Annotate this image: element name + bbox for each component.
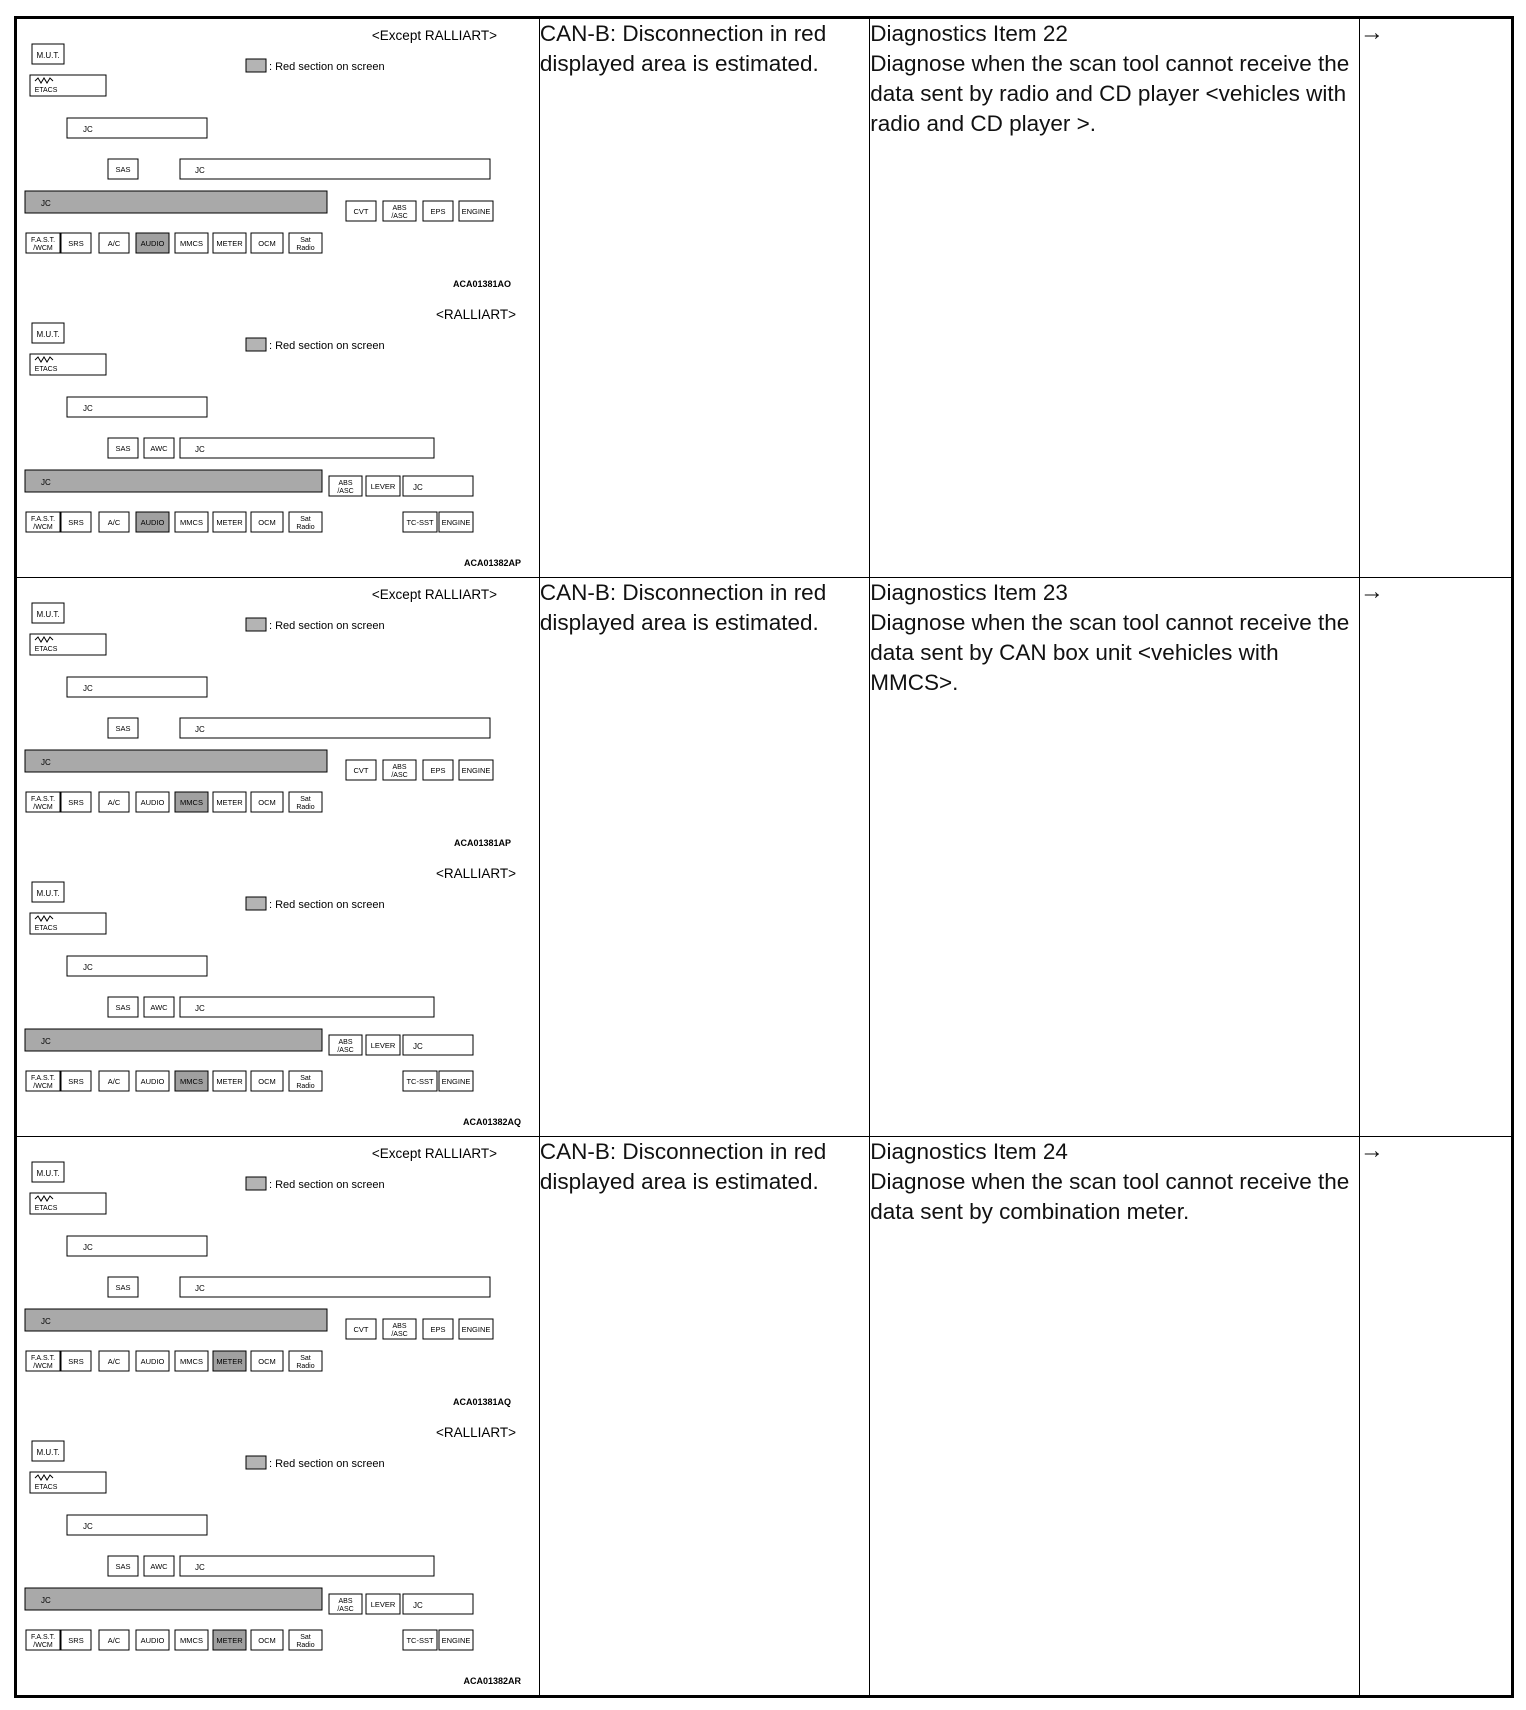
jc-module-engine-label: ENGINE xyxy=(441,518,471,527)
legend-text: : Red section on screen xyxy=(269,61,385,73)
legend-swatch xyxy=(246,897,266,910)
diagram-figure xyxy=(17,19,535,298)
bus-module-ocm-label: OCM xyxy=(258,798,276,807)
bus-module-ocm-label: OCM xyxy=(258,239,276,248)
sas-box-label: SAS xyxy=(115,165,131,174)
jc-module-tcsst-label: TC-SST xyxy=(406,1636,434,1645)
figure-code: ACA01382AQ xyxy=(462,1117,521,1127)
diagram-figure xyxy=(17,857,535,1136)
reference-arrow[interactable]: → xyxy=(1359,578,1512,1137)
svg-text:Sat: Sat xyxy=(300,1634,311,1641)
bus-module-mmcs-label: MMCS xyxy=(180,1636,203,1645)
legend-swatch xyxy=(246,1177,266,1190)
svg-text:/WCM: /WCM xyxy=(33,245,53,252)
variant-title: <Except RALLIART> xyxy=(371,1146,497,1161)
lower-jc-box xyxy=(180,718,490,738)
sas-box-label: SAS xyxy=(115,724,131,733)
jc-label: JC xyxy=(413,1042,423,1051)
bus-module-ocm-label: OCM xyxy=(258,1357,276,1366)
jc-label: JC xyxy=(195,1563,205,1572)
right-module-eps-label: EPS xyxy=(430,766,446,775)
bus-module-mmcs-label: MMCS xyxy=(180,518,203,527)
variant-title: <Except RALLIART> xyxy=(371,28,497,43)
sas-box-label: SAS xyxy=(115,1283,131,1292)
lower-jc-box xyxy=(180,438,434,458)
bus-module-mmcs-label: MMCS xyxy=(180,1357,203,1366)
jc-module-tcsst-label: TC-SST xyxy=(406,518,434,527)
svg-text:Radio: Radio xyxy=(296,1363,315,1370)
mut-label: M.U.T. xyxy=(36,610,60,619)
svg-text:/ASC: /ASC xyxy=(391,1331,408,1338)
svg-text:/ASC: /ASC xyxy=(391,213,408,220)
bus-module-ac-label: A/C xyxy=(107,1636,121,1645)
symptom-description: CAN-B: Disconnection in red displayed area is estimated. xyxy=(539,1137,869,1697)
svg-text:/WCM: /WCM xyxy=(33,1083,53,1090)
bus-module-srs-label: SRS xyxy=(68,1077,84,1086)
bus-module-meter-label: METER xyxy=(216,1636,243,1645)
mut-label: M.U.T. xyxy=(36,889,60,898)
jc-label: JC xyxy=(195,445,205,454)
right-module-lever-label: LEVER xyxy=(370,1041,396,1050)
jc-label: JC xyxy=(83,125,93,134)
etacs-label: ETACS xyxy=(34,1484,58,1491)
awc-box-label: AWC xyxy=(150,444,168,453)
jc-label: JC xyxy=(195,1284,205,1293)
right-module-lever-label: LEVER xyxy=(370,482,396,491)
jc-label: JC xyxy=(83,404,93,413)
jc-label: JC xyxy=(41,1037,51,1046)
jc-label: JC xyxy=(41,1317,51,1326)
diagnostics-item xyxy=(870,578,1360,1137)
bus-module-audio-label: AUDIO xyxy=(140,798,165,807)
right-module-eps-label: EPS xyxy=(430,207,446,216)
can-network-diagram xyxy=(17,578,535,857)
svg-text:/ASC: /ASC xyxy=(337,1606,354,1613)
svg-text:Radio: Radio xyxy=(296,804,315,811)
diagram-figure xyxy=(17,578,535,857)
jc-module-engine-label: ENGINE xyxy=(441,1077,471,1086)
svg-text:/WCM: /WCM xyxy=(33,804,53,811)
legend-swatch xyxy=(246,338,266,351)
svg-text:ABS: ABS xyxy=(392,205,407,212)
diagram-figure xyxy=(17,298,535,577)
bus-module-ocm-label: OCM xyxy=(258,1636,276,1645)
etacs-label: ETACS xyxy=(34,87,58,94)
diagram-cell xyxy=(16,578,540,1137)
lower-jc-box xyxy=(180,1277,490,1297)
svg-text:/WCM: /WCM xyxy=(33,1363,53,1370)
svg-text:Sat: Sat xyxy=(300,516,311,523)
bus-module-meter-label: METER xyxy=(216,239,243,248)
bus-module-srs-label: SRS xyxy=(68,239,84,248)
can-network-diagram xyxy=(17,1137,535,1416)
variant-title: <RALLIART> xyxy=(435,307,516,322)
figure-code: ACA01382AP xyxy=(463,558,521,568)
bus-module-audio-label: AUDIO xyxy=(140,1636,165,1645)
bus-module-meter-label: METER xyxy=(216,1077,243,1086)
right-module-cvt-label: CVT xyxy=(353,207,369,216)
diagram-cell xyxy=(16,1137,540,1697)
right-module-engine-label: ENGINE xyxy=(461,1325,491,1334)
svg-text:/WCM: /WCM xyxy=(33,524,53,531)
mut-label: M.U.T. xyxy=(36,330,60,339)
diagnostics-item xyxy=(870,18,1360,578)
svg-text:Radio: Radio xyxy=(296,245,315,252)
sas-box-label: SAS xyxy=(115,1003,131,1012)
svg-text:F.A.S.T.: F.A.S.T. xyxy=(30,1075,56,1082)
bus-module-ac-label: A/C xyxy=(107,798,121,807)
right-module-cvt-label: CVT xyxy=(353,766,369,775)
mut-label: M.U.T. xyxy=(36,51,60,60)
can-network-diagram xyxy=(17,857,535,1136)
mut-label: M.U.T. xyxy=(36,1169,60,1178)
bus-module-srs-label: SRS xyxy=(68,1636,84,1645)
right-module-cvt-label: CVT xyxy=(353,1325,369,1334)
svg-text:F.A.S.T.: F.A.S.T. xyxy=(30,796,56,803)
sas-box-label: SAS xyxy=(115,444,131,453)
diagnostics-row xyxy=(16,18,1513,578)
right-module-engine-label: ENGINE xyxy=(461,207,491,216)
can-bus-bar xyxy=(25,750,327,772)
lower-jc-box xyxy=(180,997,434,1017)
bus-module-mmcs-label: MMCS xyxy=(180,239,203,248)
svg-text:ABS: ABS xyxy=(392,1323,407,1330)
svg-text:ABS: ABS xyxy=(338,1039,353,1046)
diagnostics-item-title: Diagnostics Item 24 xyxy=(870,1139,1068,1164)
can-network-diagram xyxy=(17,298,535,577)
jc-label: JC xyxy=(413,483,423,492)
jc-label: JC xyxy=(83,1243,93,1252)
legend-text: : Red section on screen xyxy=(269,899,385,911)
right-module-eps-label: EPS xyxy=(430,1325,446,1334)
diagnostics-item-body: Diagnose when the scan tool cannot receive the data sent by combination meter. xyxy=(870,1169,1350,1224)
diagnostics-row xyxy=(16,578,1513,1137)
bus-module-ac-label: A/C xyxy=(107,1357,121,1366)
svg-text:ABS: ABS xyxy=(338,1598,353,1605)
figure-code: ACA01381AP xyxy=(453,838,511,848)
awc-box-label: AWC xyxy=(150,1562,168,1571)
bus-module-meter-label: METER xyxy=(216,518,243,527)
diagnostics-table xyxy=(14,16,1514,1698)
svg-text:/ASC: /ASC xyxy=(337,1047,354,1054)
jc-label: JC xyxy=(83,963,93,972)
jc-label: JC xyxy=(195,166,205,175)
bus-module-mmcs-label: MMCS xyxy=(180,798,203,807)
can-network-diagram xyxy=(17,19,535,298)
jc-label: JC xyxy=(41,199,51,208)
can-bus-bar xyxy=(25,1029,322,1051)
variant-title: <RALLIART> xyxy=(435,866,516,881)
mut-label: M.U.T. xyxy=(36,1448,60,1457)
jc-module-tcsst-label: TC-SST xyxy=(406,1077,434,1086)
legend-swatch xyxy=(246,618,266,631)
legend-swatch xyxy=(246,59,266,72)
etacs-label: ETACS xyxy=(34,646,58,653)
bus-module-ocm-label: OCM xyxy=(258,518,276,527)
bus-module-meter-label: METER xyxy=(216,1357,243,1366)
diagram-cell xyxy=(16,18,540,578)
diagnostics-row xyxy=(16,1137,1513,1697)
diagram-figure xyxy=(17,1137,535,1416)
figure-code: ACA01381AQ xyxy=(452,1397,511,1407)
right-module-engine-label: ENGINE xyxy=(461,766,491,775)
bus-module-meter-label: METER xyxy=(216,798,243,807)
can-bus-bar xyxy=(25,1309,327,1331)
reference-arrow[interactable]: → xyxy=(1359,18,1512,578)
bus-module-srs-label: SRS xyxy=(68,1357,84,1366)
jc-label: JC xyxy=(83,1522,93,1531)
legend-text: : Red section on screen xyxy=(269,340,385,352)
bus-module-audio-label: AUDIO xyxy=(140,1077,165,1086)
svg-text:Radio: Radio xyxy=(296,1642,315,1649)
bus-module-audio-label: AUDIO xyxy=(140,1357,165,1366)
svg-text:F.A.S.T.: F.A.S.T. xyxy=(30,237,56,244)
jc-label: JC xyxy=(195,725,205,734)
svg-text:Sat: Sat xyxy=(300,1075,311,1082)
can-network-diagram xyxy=(17,1416,535,1695)
svg-text:Sat: Sat xyxy=(300,796,311,803)
svg-text:F.A.S.T.: F.A.S.T. xyxy=(30,1355,56,1362)
bus-module-ocm-label: OCM xyxy=(258,1077,276,1086)
etacs-label: ETACS xyxy=(34,366,58,373)
svg-text:Radio: Radio xyxy=(296,524,315,531)
right-module-lever-label: LEVER xyxy=(370,1600,396,1609)
figure-code: ACA01382AR xyxy=(463,1676,521,1686)
svg-text:ABS: ABS xyxy=(392,764,407,771)
bus-module-srs-label: SRS xyxy=(68,798,84,807)
svg-text:F.A.S.T.: F.A.S.T. xyxy=(30,516,56,523)
can-bus-bar xyxy=(25,470,322,492)
svg-text:Sat: Sat xyxy=(300,1355,311,1362)
jc-label: JC xyxy=(83,684,93,693)
variant-title: <Except RALLIART> xyxy=(371,587,497,602)
svg-text:/ASC: /ASC xyxy=(391,772,408,779)
svg-text:ABS: ABS xyxy=(338,480,353,487)
svg-text:/ASC: /ASC xyxy=(337,488,354,495)
svg-text:F.A.S.T.: F.A.S.T. xyxy=(30,1634,56,1641)
jc-label: JC xyxy=(41,478,51,487)
jc-label: JC xyxy=(41,758,51,767)
symptom-description: CAN-B: Disconnection in red displayed area is estimated. xyxy=(539,18,869,578)
bus-module-srs-label: SRS xyxy=(68,518,84,527)
symptom-description: CAN-B: Disconnection in red displayed area is estimated. xyxy=(539,578,869,1137)
jc-label: JC xyxy=(41,1596,51,1605)
jc-label: JC xyxy=(413,1601,423,1610)
diagnostics-item-body: Diagnose when the scan tool cannot receive the data sent by CAN box unit <vehicles with MMCS>. xyxy=(870,610,1350,695)
bus-module-mmcs-label: MMCS xyxy=(180,1077,203,1086)
diagnostics-item-title: Diagnostics Item 22 xyxy=(870,21,1068,46)
can-bus-bar xyxy=(25,1588,322,1610)
svg-text:/WCM: /WCM xyxy=(33,1642,53,1649)
reference-arrow[interactable]: → xyxy=(1359,1137,1512,1697)
etacs-label: ETACS xyxy=(34,925,58,932)
bus-module-ac-label: A/C xyxy=(107,518,121,527)
bus-module-ac-label: A/C xyxy=(107,1077,121,1086)
can-bus-bar xyxy=(25,191,327,213)
bus-module-audio-label: AUDIO xyxy=(140,239,165,248)
figure-code: ACA01381AO xyxy=(452,279,511,289)
diagnostics-item-body: Diagnose when the scan tool cannot receive the data sent by radio and CD player <vehicles with radio and CD player >. xyxy=(870,51,1350,136)
svg-text:Sat: Sat xyxy=(300,237,311,244)
diagram-figure xyxy=(17,1416,535,1695)
bus-module-audio-label: AUDIO xyxy=(140,518,165,527)
diagnostics-item xyxy=(870,1137,1360,1697)
etacs-label: ETACS xyxy=(34,1205,58,1212)
variant-title: <RALLIART> xyxy=(435,1425,516,1440)
awc-box-label: AWC xyxy=(150,1003,168,1012)
sas-box-label: SAS xyxy=(115,1562,131,1571)
jc-module-engine-label: ENGINE xyxy=(441,1636,471,1645)
lower-jc-box xyxy=(180,1556,434,1576)
jc-label: JC xyxy=(195,1004,205,1013)
legend-text: : Red section on screen xyxy=(269,1458,385,1470)
diagnostics-item-title: Diagnostics Item 23 xyxy=(870,580,1068,605)
legend-text: : Red section on screen xyxy=(269,1179,385,1191)
bus-module-ac-label: A/C xyxy=(107,239,121,248)
legend-swatch xyxy=(246,1456,266,1469)
legend-text: : Red section on screen xyxy=(269,620,385,632)
lower-jc-box xyxy=(180,159,490,179)
svg-text:Radio: Radio xyxy=(296,1083,315,1090)
